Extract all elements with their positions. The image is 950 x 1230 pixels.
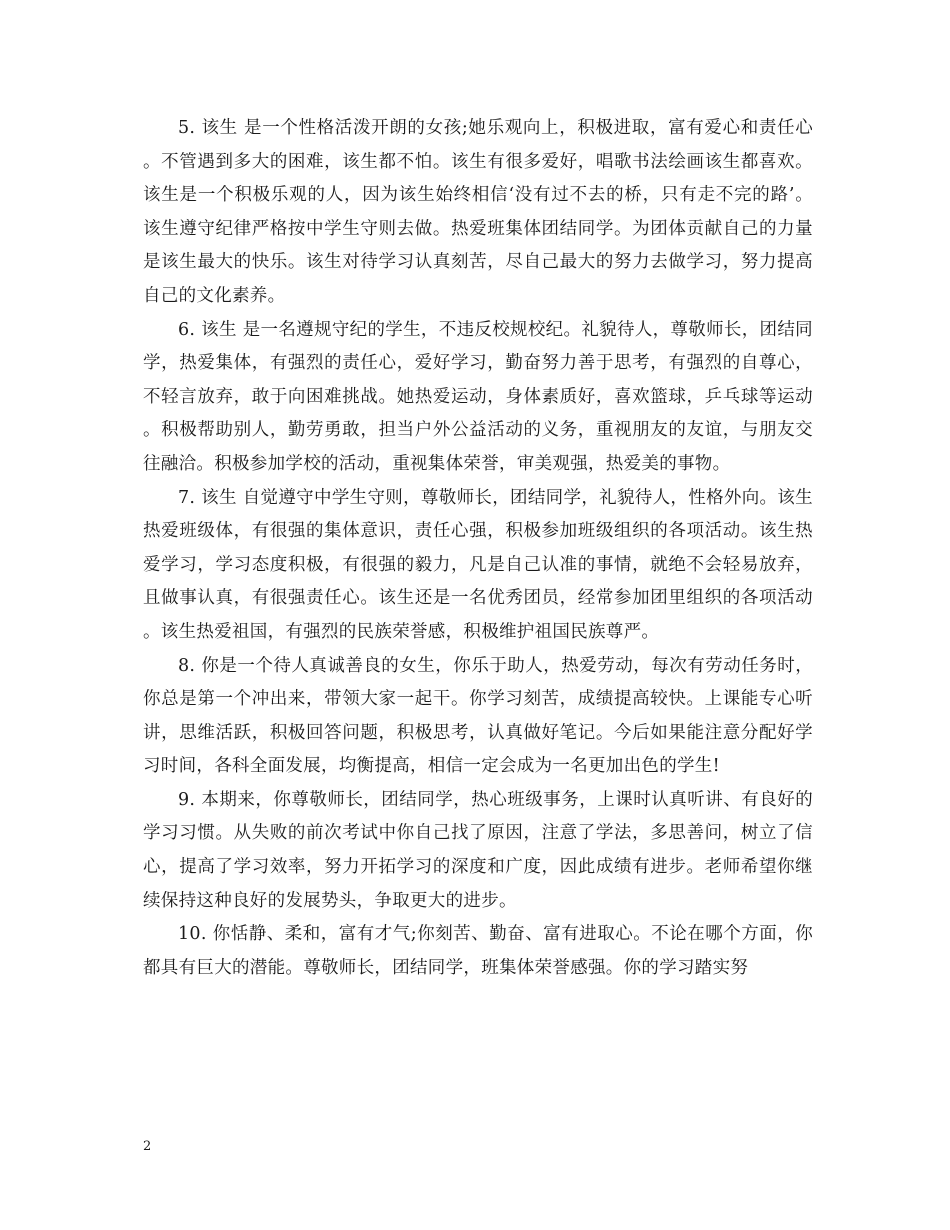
paragraph-6: 6. 该生 是一名遵规守纪的学生，不违反校规校纪。礼貌待人，尊敬师长，团结同学，热爱集体，有强烈的责任心，爱好学习，勤奋努力善于思考，有强烈的自尊心，不轻言放弃，敢于向困难挑战。她热爱运动，身体素质好，喜欢篮球，乒乓球等运动。积极帮助别人，勤劳勇敢，担当户外公益活动的义务，重视朋友的友谊，与朋友交往融洽。积极参加学校的活动，重视集体荣誉，审美观强，热爱美的事物。 [143,319,813,474]
paragraph-8: 8. 你是一个待人真诚善良的女生，你乐于助人，热爱劳动，每次有劳动任务时，你总是第一个冲出来，带领大家一起干。你学习刻苦，成绩提高较快。上课能专心听讲，思维活跃，积极回答问题，积极思考，认真做好笔记。今后如果能注意分配好学习时间，各科全面发展，均衡提高，相信一定会成为一名更加出色的学生! [143,655,813,777]
paragraph-9: 9. 本期来，你尊敬师长，团结同学，热心班级事务，上课时认真听讲、有良好的学习习惯。从失败的前次考试中你自己找了原因，注意了学法，多思善问，树立了信心，提高了学习效率，努力开拓学习的深度和广度，因此成绩有进步。老师希望你继续保持这种良好的发展势头，争取更大的进步。 [143,789,813,911]
paragraph-5: 5. 该生 是一个性格活泼开朗的女孩;她乐观向上，积极进取，富有爱心和责任心。不管遇到多大的困难，该生都不怕。该生有很多爱好，唱歌书法绘画该生都喜欢。该生是一个积极乐观的人，因为该生始终相信‘没有过不去的桥，只有走不完的路’。该生遵守纪律严格按中学生守则去做。热爱班集体团结同学。为团体贡献自己的力量是该生最大的快乐。该生对待学习认真刻苦，尽自己最大的努力去做学习，努力提高自己的文化素养。 [143,118,813,306]
document-body [143,112,813,985]
paragraph-7: 7. 该生 自觉遵守中学生守则，尊敬师长，团结同学，礼貌待人，性格外向。该生热爱班级体，有很强的集体意识，责任心强，积极参加班级组织的各项活动。该生热爱学习，学习态度积极，有很强的毅力，凡是自己认准的事情，就绝不会轻易放弃，且做事认真，有很强责任心。该生还是一名优秀团员，经常参加团里组织的各项活动。该生热爱祖国，有强烈的民族荣誉感，积极维护祖国民族尊严。 [143,487,813,642]
paragraph-10: 10. 你恬静、柔和，富有才气;你刻苦、勤奋、富有进取心。不论在哪个方面，你都具有巨大的潜能。尊敬师长，团结同学，班集体荣誉感强。你的学习踏实努 [143,924,813,978]
page-number: 2 [143,1139,152,1154]
